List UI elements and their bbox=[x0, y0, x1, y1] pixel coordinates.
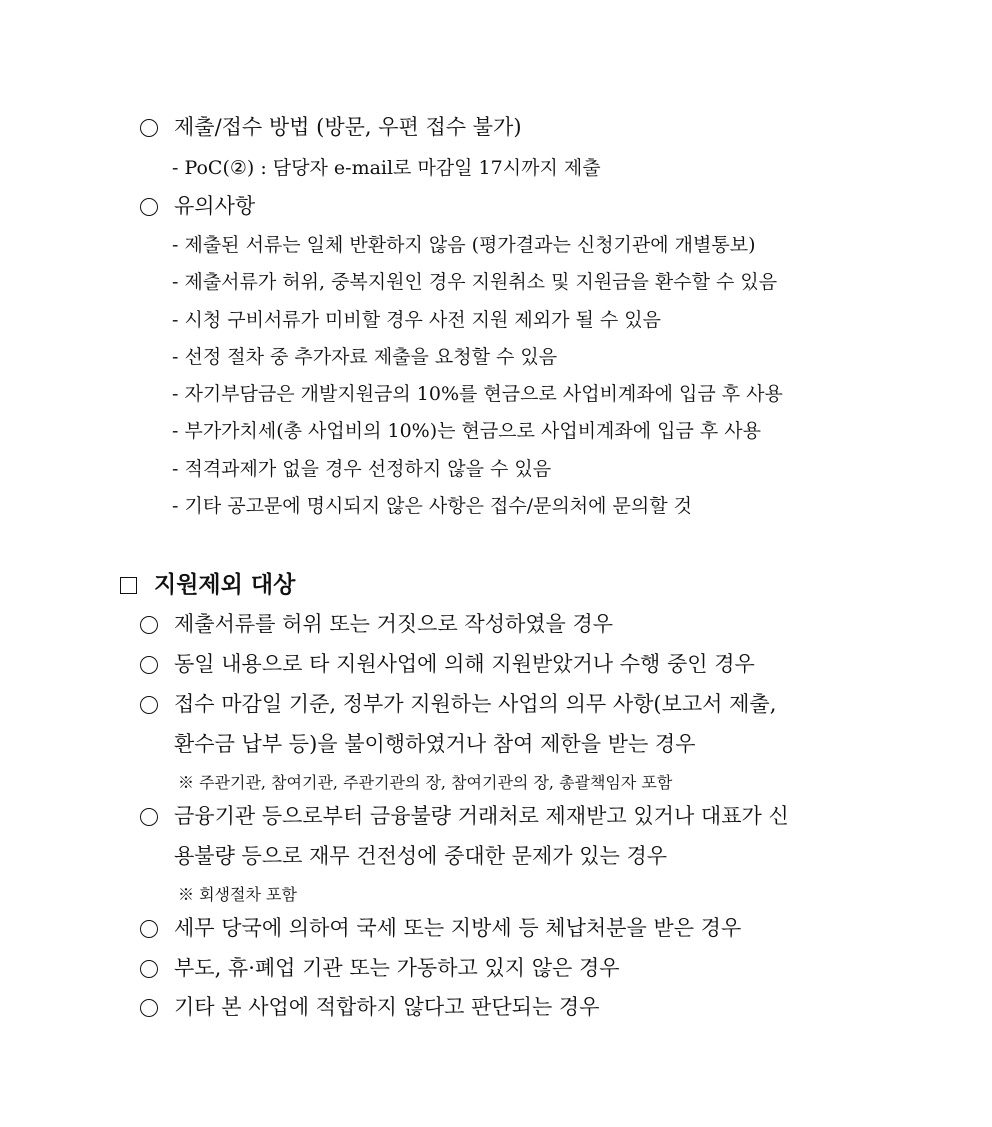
circle-bullet-icon bbox=[140, 616, 158, 634]
item-text: 기타 본 사업에 적합하지 않다고 판단되는 경우 bbox=[174, 995, 600, 1019]
submission-heading: 제출/접수 방법 (방문, 우편 접수 불가) bbox=[174, 115, 522, 139]
precaution-item bbox=[172, 460, 551, 479]
item-text: 금융기관 등으로부터 금융불량 거래처로 제재받고 있거나 대표가 신 bbox=[174, 804, 789, 828]
item-text: 제출서류를 허위 또는 거짓으로 작성하였을 경우 bbox=[174, 612, 614, 636]
dash-bullet: - bbox=[172, 420, 185, 442]
circle-bullet-icon bbox=[140, 920, 158, 938]
dash-bullet: - bbox=[172, 458, 185, 480]
item-text: 선정 절차 중 추가자료 제출을 요청할 수 있음 bbox=[184, 346, 558, 368]
circle-bullet-icon bbox=[140, 960, 158, 978]
square-bullet-icon bbox=[120, 577, 137, 594]
exclusion-item-continuation: 용불량 등으로 재무 건전성에 중대한 문제가 있는 경우 bbox=[174, 844, 668, 868]
circle-bullet-icon bbox=[140, 656, 158, 674]
dash-bullet: - bbox=[172, 157, 185, 179]
item-text: 제출서류가 허위, 중복지원인 경우 지원취소 및 지원금을 환수할 수 있음 bbox=[184, 271, 778, 293]
precaution-item bbox=[172, 497, 692, 516]
circle-bullet-icon bbox=[140, 808, 158, 826]
precaution-item bbox=[172, 422, 761, 441]
circle-bullet-icon bbox=[140, 696, 158, 714]
dash-bullet: - bbox=[172, 309, 185, 331]
exclusion-note: ※ 주관기관, 참여기관, 주관기관의 장, 참여기관의 장, 총괄책임자 포함 bbox=[178, 773, 673, 792]
precaution-item bbox=[172, 348, 557, 367]
item-text: 적격과제가 없을 경우 선정하지 않을 수 있음 bbox=[184, 458, 552, 480]
item-text: 동일 내용으로 타 지원사업에 의해 지원받았거나 수행 중인 경우 bbox=[174, 652, 755, 676]
precaution-item bbox=[172, 385, 783, 404]
dash-bullet: - bbox=[172, 346, 185, 368]
circle-bullet-icon bbox=[140, 198, 158, 216]
circle-bullet-icon bbox=[140, 119, 158, 137]
item-text: 세무 당국에 의하여 국세 또는 지방세 등 체납처분을 받은 경우 bbox=[174, 916, 742, 940]
exclusion-item-continuation: 환수금 납부 등)을 불이행하였거나 참여 제한을 받는 경우 bbox=[174, 732, 696, 756]
item-text: 부도, 휴·폐업 기관 또는 가동하고 있지 않은 경우 bbox=[174, 956, 620, 980]
item-text: 자기부담금은 개발지원금의 10%를 현금으로 사업비계좌에 입금 후 사용 bbox=[184, 383, 783, 405]
precautions-heading: 유의사항 bbox=[174, 194, 256, 218]
item-text: 부가가치세(총 사업비의 10%)는 현금으로 사업비계좌에 입금 후 사용 bbox=[184, 420, 762, 442]
dash-bullet: - bbox=[172, 271, 185, 293]
precaution-item bbox=[172, 236, 755, 255]
circle-bullet-icon bbox=[140, 999, 158, 1017]
exclusion-section-title: 지원제외 대상 bbox=[154, 572, 296, 598]
item-text: PoC(②) : 담당자 e-mail로 마감일 17시까지 제출 bbox=[184, 157, 601, 179]
precaution-item bbox=[172, 311, 661, 330]
item-text: 제출된 서류는 일체 반환하지 않음 (평가결과는 신청기관에 개별통보) bbox=[184, 234, 756, 256]
precaution-item bbox=[172, 273, 777, 292]
exclusion-note: ※ 회생절차 포함 bbox=[178, 885, 297, 904]
dash-bullet: - bbox=[172, 383, 185, 405]
item-text: 기타 공고문에 명시되지 않은 사항은 접수/문의처에 문의할 것 bbox=[184, 495, 692, 517]
item-text: 시청 구비서류가 미비할 경우 사전 지원 제외가 될 수 있음 bbox=[184, 309, 661, 331]
item-text: 접수 마감일 기준, 정부가 지원하는 사업의 의무 사항(보고서 제출, bbox=[174, 692, 777, 716]
dash-bullet: - bbox=[172, 234, 185, 256]
dash-bullet: - bbox=[172, 495, 185, 517]
submission-item bbox=[172, 159, 601, 178]
